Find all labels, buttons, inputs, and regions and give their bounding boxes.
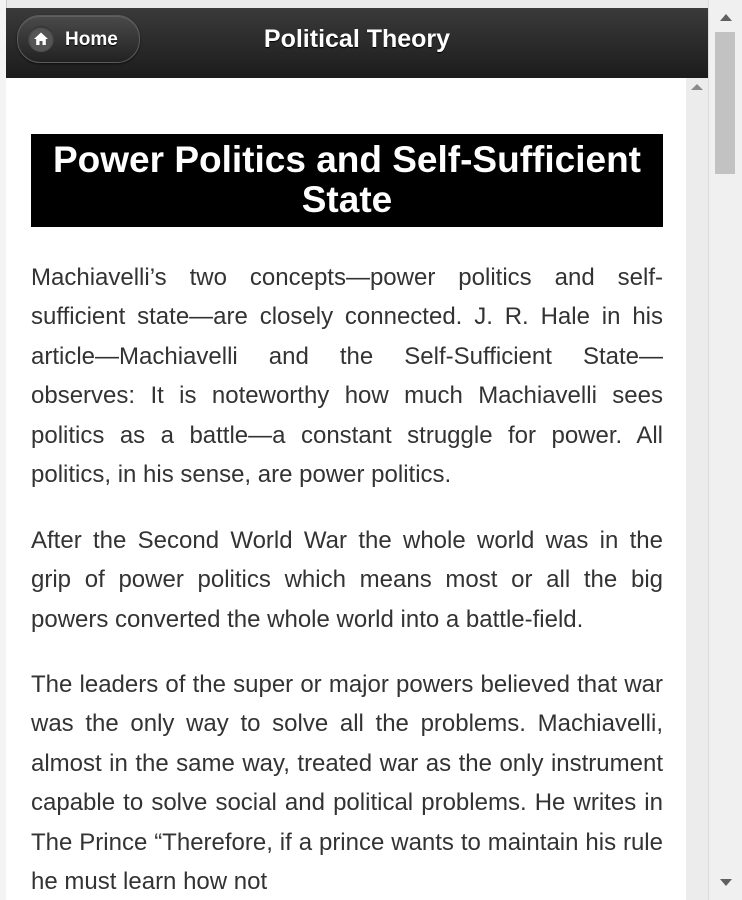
arrow-up-icon[interactable] [691,84,703,90]
home-button-label: Home [65,29,118,50]
page-title: Political Theory [263,25,451,53]
arrow-up-icon[interactable] [720,14,732,21]
arrow-down-icon[interactable] [720,879,732,886]
header-bar [6,8,708,79]
article-paragraph: The leaders of the super or major powers believed that war was the only way to solve all the problems. Machiavelli, almost in the same way, treated war as the only instrument capable to solve social and political problems. He writes in The Prince “Therefore, if a prince wants to maintain his rule he must learn how not [31,671,663,896]
article-content[interactable] [6,78,686,900]
article-heading: Power Politics and Self-Sufficient State [31,134,663,227]
article-paragraph: After the Second World War the whole world was in the grip of power politics which means most or all the big powers converted the whole world into a battle-field. [31,527,663,633]
window-scrollbar[interactable] [708,0,742,900]
scrollbar-thumb[interactable] [715,32,735,174]
article-paragraph: Machiavelli’s two concepts—power politics and self-sufficient state—are closely connected. J. R. Hale in his article—Machiavelli and the Self-Sufficient State—observes: It is noteworthy how much Machiavelli sees politics as a battle—a constant struggle for power. All politics, in his sense, are power politics. [31,264,663,489]
content-scrollbar[interactable] [686,78,708,900]
